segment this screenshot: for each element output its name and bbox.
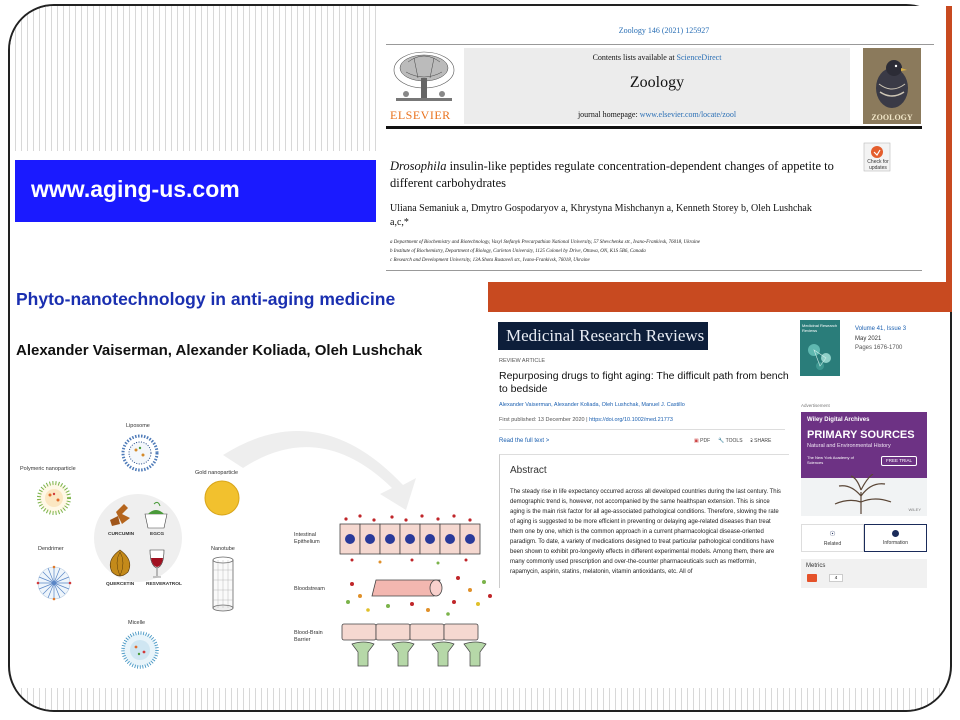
related-network-icon: ☉ bbox=[829, 531, 836, 538]
paper-authors: Alexander Vaiserman, Alexander Koliada, Oleh Lushchak bbox=[16, 342, 423, 359]
tab-information[interactable]: Information bbox=[864, 524, 927, 552]
first-published: First published: 13 December 2020 | bbox=[499, 417, 590, 423]
affiliation-c: c Research and Development University, 13A Shota Rustaveli str., Ivano-Frankivsk, 76018, Ukraine bbox=[390, 258, 590, 263]
gold-nanoparticle-icon bbox=[205, 481, 239, 515]
contents-line: Contents lists available at ScienceDirect bbox=[592, 53, 722, 62]
dendrimer-icon bbox=[37, 566, 72, 601]
altmetric-badge-icon[interactable] bbox=[807, 574, 817, 582]
homepage-line: journal homepage: www.elsevier.com/locate/zool bbox=[577, 110, 737, 119]
cover-title: Medicinal Research Reviews bbox=[802, 323, 838, 333]
journal-logo[interactable]: Medicinal Research Reviews bbox=[498, 322, 708, 350]
article-authors[interactable]: Alexander Vaiserman, Alexander Koliada, Oleh Lushchak, Manuel J. Castillo bbox=[499, 402, 685, 408]
phytochemicals-circle bbox=[94, 494, 182, 582]
liposome-icon bbox=[123, 436, 157, 470]
journal-citation: Zoology 146 (2021) 125927 bbox=[618, 26, 710, 35]
blood-brain-barrier-icon bbox=[342, 624, 486, 666]
abstract-section bbox=[499, 454, 789, 588]
abstract-text: The steady rise in life expectancy occurred across all developed countries during the last century. This demographic trend is, however, not accompanied by the same healthspan extension. This is since aging is the main risk factor for all age-associated pathological conditions. Therefore, slowing the rate of aging is suggested to be more efficient in preventing or delaying age-related diseases than treat them one by one, which is the common approach in a current pharmacological disease-oriented paradigm. To date, a variety of medications designed to treat particular pathological conditions have been shown to exhibit pro-longevity effects in different experimental models. Among them, there are many commonly used prescription and over-the-counter pharmaceuticals such as metformin, rapamycin, aspirin, statins, melatonin, vitamin antioxidants, etc. All of bbox=[510, 489, 781, 575]
aging-us-url[interactable]: www.aging-us.com bbox=[31, 176, 240, 202]
affiliation-a: a Department of Biochemistry and Biotechnology, Vasyl Stefanyk Precarpathian National University, 57 Shevchenka str., Ivano-Frankivsk, 76018, Ukraine bbox=[390, 240, 701, 245]
bloodstream-vessel-icon bbox=[346, 576, 492, 616]
gold-nanoparticle-label: Gold nanoparticle bbox=[195, 470, 239, 476]
article-authors: Uliana Semaniuk a, Dmytro Gospodaryov a, Khrystyna Mishchanyn a, Kenneth Storey b, Oleh Lushchak a,c,* bbox=[390, 203, 812, 228]
pdf-button[interactable]: ▣ PDF bbox=[694, 438, 711, 444]
ad-brand: Wiley Digital Archives bbox=[807, 417, 870, 423]
affiliation-b: b Institute of Biochemistry, Department of Biology, Carleton University, 1125 Colonel by Drive, Ottawa, ON, K1S 5B6, Canada bbox=[390, 249, 646, 254]
volume-issue[interactable]: Volume 41, Issue 3 bbox=[855, 326, 907, 332]
doi-link[interactable]: https://doi.org/10.1002/med.21773 bbox=[589, 417, 673, 423]
elsevier-wordmark: ELSEVIER bbox=[390, 108, 451, 122]
curcumin-label: CURCUMIN bbox=[108, 532, 135, 537]
article-tools bbox=[694, 438, 771, 444]
check-for-updates-label[interactable]: Check for updates bbox=[867, 159, 889, 171]
article-type: REVIEW ARTICLE bbox=[499, 358, 546, 364]
paper-title: Phyto-nanotechnology in anti-aging medicine bbox=[16, 289, 396, 309]
journal-cover[interactable] bbox=[800, 320, 840, 376]
micelle-icon bbox=[123, 633, 157, 667]
bbb-label-line2: Barrier bbox=[294, 637, 311, 643]
bloodstream-label: Bloodstream bbox=[294, 586, 325, 592]
metrics-panel bbox=[801, 559, 927, 588]
publication-info bbox=[499, 417, 799, 423]
micelle-label: Micelle bbox=[128, 620, 146, 626]
liposome-label: Liposome bbox=[126, 423, 150, 429]
advertisement-banner[interactable] bbox=[801, 412, 927, 516]
info-icon bbox=[892, 530, 899, 537]
flow-arrow-icon bbox=[223, 431, 416, 510]
polymeric-nanoparticle-icon bbox=[39, 483, 69, 513]
share-icon: ⫌ bbox=[750, 438, 753, 444]
tools-button[interactable]: 🔧 TOOLS bbox=[718, 438, 743, 444]
intestinal-cells-icon bbox=[340, 514, 480, 564]
page-range: Pages 1676-1700 bbox=[855, 345, 903, 351]
journal-cover bbox=[863, 48, 921, 124]
journal-homepage-link[interactable]: www.elsevier.com/locate/zool bbox=[639, 110, 737, 119]
mrr-article-page bbox=[488, 316, 940, 588]
journal-title: Zoology bbox=[629, 74, 685, 91]
dendrimer-label: Dendrimer bbox=[38, 546, 64, 552]
abstract-heading: Abstract bbox=[510, 465, 547, 476]
article-title-genus: Drosophila bbox=[390, 159, 447, 173]
wrench-icon: 🔧 bbox=[718, 438, 725, 444]
cover-title: ZOOLOGY bbox=[871, 113, 913, 122]
ad-publisher: WILEY bbox=[908, 507, 921, 512]
article-title bbox=[390, 158, 860, 192]
ad-partner: The New York Academy of Sciences bbox=[807, 455, 854, 465]
divider bbox=[499, 429, 785, 430]
divider-thick bbox=[386, 126, 922, 129]
striped-background-top bbox=[10, 6, 390, 151]
sidebar-tabs bbox=[801, 524, 927, 552]
metrics-label: Metrics bbox=[806, 563, 826, 569]
read-full-text-link[interactable]: Read the full text > bbox=[499, 438, 550, 444]
egcg-label: EGCG bbox=[150, 532, 165, 537]
tab-related[interactable]: ☉ Related bbox=[801, 524, 864, 552]
resveratrol-label: RESVERATROL bbox=[146, 582, 182, 587]
article-title-rest: insulin-like peptides regulate concentration-dependent changes of appetite to different carbohydrates bbox=[390, 159, 834, 190]
ad-headline: PRIMARY SOURCES bbox=[807, 429, 915, 441]
pdf-icon: ▣ bbox=[694, 438, 699, 444]
ad-subline: Natural and Environmental History bbox=[807, 443, 891, 449]
intestinal-label-line1: Intestinal bbox=[294, 532, 317, 538]
share-button[interactable]: ⫌ SHARE bbox=[750, 438, 772, 444]
intestinal-label-line2: Epithelium bbox=[294, 539, 320, 545]
divider bbox=[386, 270, 922, 271]
nanotube-label: Nanotube bbox=[211, 546, 235, 552]
orange-accent-strip bbox=[488, 282, 952, 312]
ad-header bbox=[801, 412, 927, 478]
metrics-count: 4 bbox=[829, 574, 843, 582]
plant-illustration-icon bbox=[821, 474, 901, 514]
affiliations bbox=[390, 238, 930, 265]
striped-background-bottom bbox=[10, 688, 950, 710]
aging-us-banner bbox=[15, 160, 389, 222]
nanotube-icon bbox=[213, 557, 233, 611]
quercetin-label: QUERCETIN bbox=[106, 582, 135, 587]
nanoparticle-delivery-diagram bbox=[8, 400, 498, 690]
bbb-label-line1: Blood-Brain bbox=[294, 630, 323, 636]
polymeric-nanoparticle-label: Polymeric nanoparticle bbox=[20, 466, 76, 472]
journal-masthead bbox=[464, 48, 850, 124]
advertisement-label: Advertisement bbox=[801, 403, 830, 408]
sciencedirect-link[interactable]: ScienceDirect bbox=[676, 53, 722, 62]
free-trial-button[interactable]: FREE TRIAL bbox=[881, 456, 917, 466]
divider bbox=[386, 44, 934, 45]
issue-date: May 2021 bbox=[855, 336, 882, 342]
zoology-article-header bbox=[376, 6, 952, 282]
article-title: Repurposing drugs to fight aging: The difficult path from bench to bedside bbox=[499, 370, 789, 395]
